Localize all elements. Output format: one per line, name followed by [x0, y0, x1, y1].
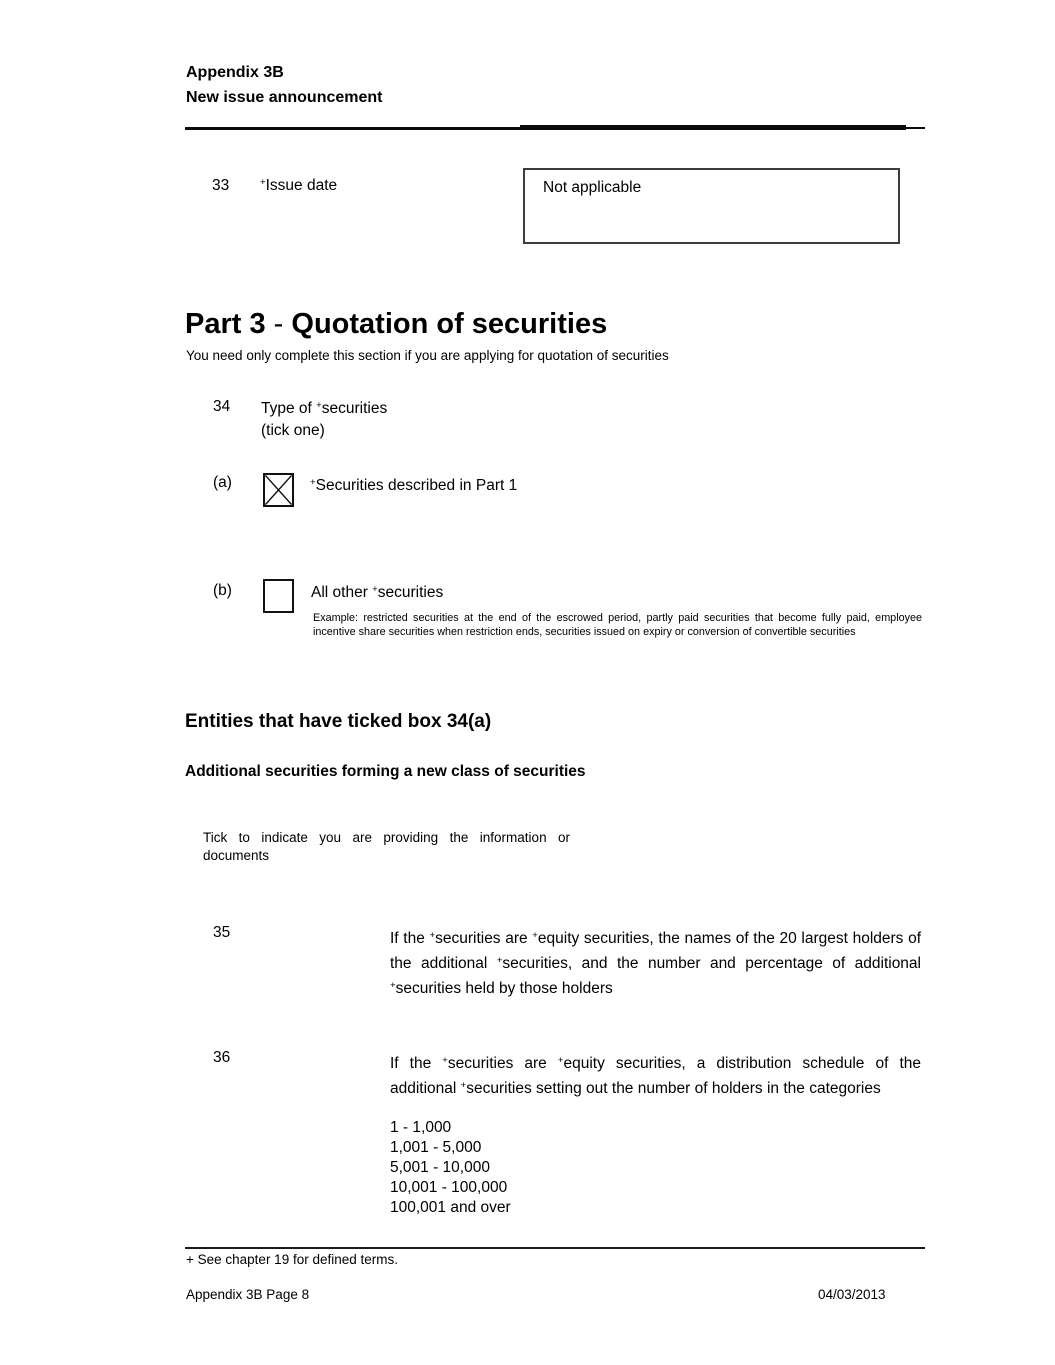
page-footer-left: Appendix 3B Page 8 [186, 1287, 310, 1302]
type-of-securities-label [261, 398, 387, 442]
category-line: 5,001 - 10,000 [390, 1159, 490, 1176]
item-33-number: 33 [212, 177, 230, 194]
page-footer-right: 04/03/2013 [818, 1287, 886, 1302]
header-rule-right-segment [520, 125, 906, 130]
header-rule-left-segment [185, 127, 522, 130]
item-36-text: If the +securities are +equity securities, a distribution schedule of the additional +securities setting out the number of holders in the categories [390, 1055, 922, 1097]
checkbox-cross-icon [265, 475, 292, 505]
category-list [390, 1118, 511, 1218]
issue-date-answer-box[interactable] [523, 168, 900, 244]
item-35-number: 35 [213, 924, 231, 941]
part3-title-separator: - [265, 308, 292, 340]
option-b-key: (b) [213, 582, 232, 599]
option-b-example-note: Example: restricted securities at the end of the escrowed period, partly paid securities that become fully paid, employee incentive share securities when restriction ends, securities issued on expiry or conversion of convertible securities [313, 612, 922, 638]
option-b-label: All other +securities [311, 584, 444, 601]
footnote-rule [185, 1247, 925, 1249]
option-a-label: +Securities described in Part 1 [310, 477, 518, 494]
header-rule-tail-segment [906, 127, 925, 129]
type-of-securities-line2: (tick one) [261, 422, 325, 439]
section-heading: Entities that have ticked box 34(a) [185, 711, 492, 732]
part3-title [185, 308, 607, 340]
issue-date-label: +Issue date [260, 177, 338, 194]
category-line: 1 - 1,000 [390, 1119, 452, 1136]
tick-instruction: Tick to indicate you are providing the information or documents [203, 830, 570, 863]
header-title-line1: Appendix 3B [186, 64, 284, 81]
category-line: 1,001 - 5,000 [390, 1139, 482, 1156]
type-of-securities-line1: Type of +securities [261, 400, 388, 417]
item-36-number: 36 [213, 1049, 231, 1066]
category-line: 100,001 and over [390, 1199, 511, 1216]
part3-title-part2: Quotation of securities [291, 308, 608, 340]
item-34-number: 34 [213, 398, 231, 415]
issue-date-answer-text: Not applicable [543, 179, 642, 196]
part3-subtitle: You need only complete this section if you are applying for quotation of securities [186, 348, 669, 363]
option-a-key: (a) [213, 474, 232, 491]
document-header [186, 60, 383, 110]
footnote-text: + See chapter 19 for defined terms. [186, 1252, 398, 1267]
category-line: 10,001 - 100,000 [390, 1179, 508, 1196]
part3-title-part1: Part 3 [185, 308, 266, 340]
subsection-heading: Additional securities forming a new class of securities [185, 763, 586, 780]
header-title-line2: New issue announcement [186, 89, 383, 106]
item-35-text: If the +securities are +equity securities, the names of the 20 largest holders of the additional +securities, and the number and percentage of additional +securities held by those holders [390, 930, 922, 997]
option-b-checkbox[interactable] [263, 579, 294, 613]
option-a-checkbox[interactable] [263, 473, 294, 507]
